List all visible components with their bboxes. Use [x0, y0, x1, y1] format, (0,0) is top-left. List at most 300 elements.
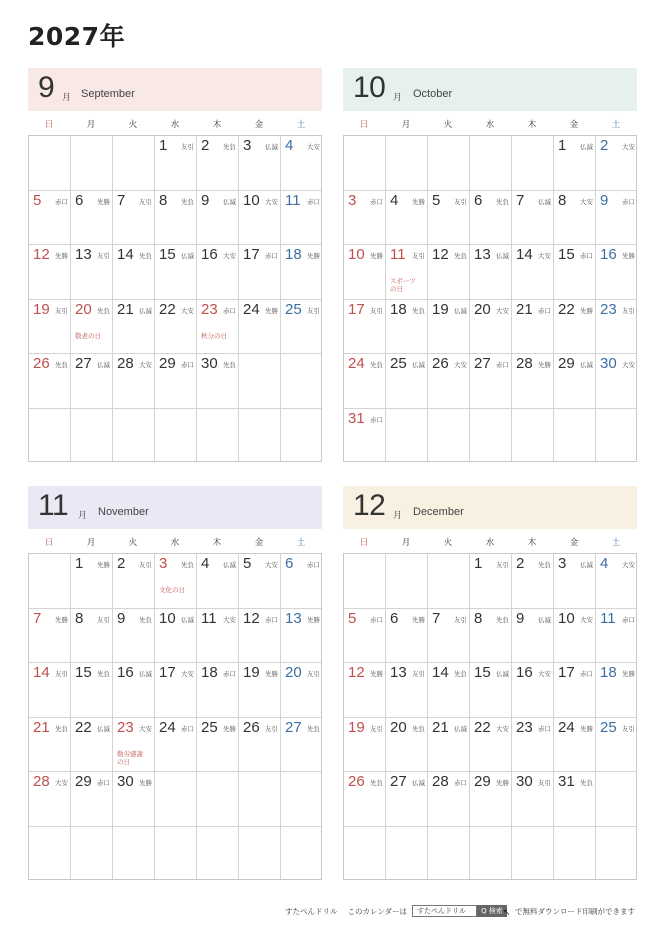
day-cell [428, 609, 470, 664]
day-number: 22 [75, 718, 92, 736]
day-cell [155, 136, 197, 191]
calendar-grid [28, 553, 322, 880]
footer-brand[interactable]: すたぺんドリル [284, 906, 338, 916]
day-cell [71, 718, 113, 773]
day-number: 28 [117, 355, 134, 372]
rokuyo-label: 赤口 [370, 615, 383, 624]
rokuyo-label: 先勝 [412, 615, 425, 624]
rokuyo-label: 友引 [496, 561, 509, 569]
day-cell [596, 554, 638, 609]
day-number: 2 [516, 555, 525, 572]
day-cell [344, 772, 386, 827]
rokuyo-label: 先勝 [55, 252, 68, 260]
day-cell [113, 609, 155, 664]
day-cell [512, 300, 554, 355]
rokuyo-label: 赤口 [307, 561, 320, 569]
rokuyo-label: 先勝 [370, 670, 383, 678]
weekday-header [28, 118, 322, 132]
rokuyo-label: 大安 [622, 143, 635, 151]
day-cell [239, 609, 281, 664]
day-cell [197, 718, 239, 773]
day-cell [554, 718, 596, 773]
day-number: 1 [159, 137, 168, 154]
rokuyo-label: 赤口 [181, 361, 194, 369]
weekday-fri: 金 [254, 120, 264, 130]
day-cell [155, 245, 197, 300]
day-cell [470, 718, 512, 773]
rokuyo-label: 赤口 [496, 361, 509, 369]
day-cell [344, 245, 386, 300]
day-number: 21 [516, 300, 533, 318]
month-december [343, 486, 637, 790]
day-number: 28 [516, 355, 533, 372]
day-number: 20 [75, 300, 92, 318]
day-cell [428, 191, 470, 246]
rokuyo-label: 赤口 [538, 724, 551, 733]
month-header [343, 68, 637, 111]
day-number: 7 [516, 191, 525, 209]
rokuyo-label: 仏滅 [496, 252, 509, 260]
day-number: 25 [390, 355, 407, 372]
rokuyo-label: 先負 [580, 779, 593, 787]
rokuyo-label: 仏滅 [412, 361, 425, 369]
day-number: 29 [474, 773, 491, 790]
day-number: 5 [243, 555, 252, 572]
holiday-label: 勤労感謝 の日 [117, 749, 143, 766]
day-number: 17 [348, 300, 365, 318]
day-number: 12 [243, 609, 260, 627]
day-number: 8 [75, 609, 84, 627]
rokuyo-label: 友引 [622, 724, 635, 733]
rokuyo-label: 仏滅 [181, 252, 194, 260]
rokuyo-label: 友引 [265, 724, 278, 733]
rokuyo-label: 仏滅 [265, 143, 278, 151]
weekday-sun: 日 [44, 120, 54, 130]
day-number: 1 [558, 137, 567, 154]
day-cell [29, 191, 71, 246]
day-cell [281, 136, 323, 191]
rokuyo-label: 赤口 [223, 670, 236, 678]
day-cell [386, 663, 428, 718]
day-number: 20 [285, 664, 302, 681]
footer-text-2: で無料ダウンロード印刷ができます [515, 906, 635, 916]
rokuyo-label: 先勝 [307, 615, 320, 624]
day-cell [239, 300, 281, 355]
rokuyo-label: 先負 [97, 670, 110, 678]
day-number: 26 [432, 355, 449, 372]
rokuyo-label: 先勝 [622, 252, 635, 260]
day-number: 17 [159, 664, 176, 681]
day-number: 22 [159, 300, 176, 318]
day-number: 6 [285, 555, 294, 572]
day-number: 20 [390, 718, 407, 736]
day-cell [71, 663, 113, 718]
rokuyo-label: 先負 [55, 361, 68, 369]
day-number: 8 [159, 191, 168, 209]
footer-text: このカレンダーは [347, 906, 407, 916]
weekday-wed: 水 [485, 538, 495, 548]
rokuyo-label: 友引 [97, 615, 110, 624]
rokuyo-label: 先勝 [223, 724, 236, 733]
day-number: 14 [432, 664, 449, 681]
rokuyo-label: 先勝 [265, 306, 278, 315]
rokuyo-label: 先負 [97, 306, 110, 315]
rokuyo-label: 友引 [139, 561, 152, 569]
rokuyo-label: 先負 [181, 197, 194, 206]
rokuyo-label: 先負 [55, 724, 68, 733]
day-number: 16 [117, 664, 134, 681]
day-number: 15 [75, 664, 92, 681]
rokuyo-label: 先勝 [97, 197, 110, 206]
day-number: 9 [201, 191, 210, 209]
day-cell [113, 663, 155, 718]
rokuyo-label: 先勝 [265, 670, 278, 678]
day-cell [155, 191, 197, 246]
rokuyo-label: 赤口 [223, 306, 236, 315]
weekday-fri: 金 [254, 538, 264, 548]
day-cell [596, 718, 638, 773]
rokuyo-label: 大安 [454, 361, 467, 369]
rokuyo-label: 友引 [622, 306, 635, 315]
day-number: 23 [201, 300, 218, 318]
day-number: 29 [159, 355, 176, 372]
day-number: 24 [243, 300, 260, 318]
weekday-header [343, 536, 637, 550]
rokuyo-label: 大安 [181, 306, 194, 315]
day-cell [470, 663, 512, 718]
rokuyo-label: 大安 [622, 561, 635, 569]
day-number: 28 [33, 773, 50, 790]
rokuyo-label: 先負 [139, 615, 152, 624]
rokuyo-label: 先勝 [412, 197, 425, 206]
day-number: 25 [600, 718, 617, 736]
day-number: 3 [159, 555, 168, 572]
day-cell [428, 245, 470, 300]
rokuyo-label: 大安 [307, 143, 320, 151]
day-cell [71, 245, 113, 300]
day-number: 24 [558, 718, 575, 736]
rokuyo-label: 先負 [454, 252, 467, 260]
day-cell [71, 554, 113, 609]
rokuyo-label: 仏滅 [139, 306, 152, 315]
weekday-header [28, 536, 322, 550]
rokuyo-label: 赤口 [370, 415, 383, 424]
month-header [343, 486, 637, 529]
day-cell [29, 718, 71, 773]
rokuyo-label: 友引 [412, 252, 425, 260]
weekday-sun: 日 [359, 538, 369, 548]
day-number: 29 [558, 355, 575, 372]
day-cell [113, 772, 155, 827]
day-cell [512, 718, 554, 773]
day-cell [113, 191, 155, 246]
day-number: 16 [600, 246, 617, 263]
rokuyo-label: 先勝 [538, 361, 551, 369]
day-cell [512, 245, 554, 300]
weekday-thu: 木 [212, 120, 222, 130]
day-cell [554, 354, 596, 409]
rokuyo-label: 赤口 [454, 779, 467, 787]
rokuyo-label: 大安 [265, 197, 278, 206]
rokuyo-label: 先負 [496, 197, 509, 206]
day-number: 28 [432, 773, 449, 790]
month-english-name: September [81, 88, 135, 100]
day-number: 16 [516, 664, 533, 681]
day-cell [470, 191, 512, 246]
day-cell [386, 354, 428, 409]
day-cell [239, 191, 281, 246]
rokuyo-label: 大安 [538, 252, 551, 260]
weekday-sat: 土 [296, 538, 306, 548]
day-cell [197, 354, 239, 409]
day-cell [281, 300, 323, 355]
day-cell [113, 718, 155, 773]
day-number: 24 [159, 718, 176, 736]
rokuyo-label: 赤口 [622, 197, 635, 206]
day-cell [428, 663, 470, 718]
weekday-wed: 水 [485, 120, 495, 130]
day-cell [596, 609, 638, 664]
calendar-grid [343, 135, 637, 462]
weekday-sun: 日 [359, 120, 369, 130]
day-cell [596, 300, 638, 355]
rokuyo-label: 友引 [55, 306, 68, 315]
day-cell [428, 772, 470, 827]
rokuyo-label: 赤口 [580, 252, 593, 260]
day-number: 7 [432, 609, 441, 627]
day-number: 25 [201, 718, 218, 736]
day-number: 15 [558, 246, 575, 263]
day-number: 14 [33, 664, 50, 681]
day-cell [239, 245, 281, 300]
day-cell [554, 191, 596, 246]
day-cell [428, 300, 470, 355]
day-number: 7 [33, 609, 42, 627]
day-number: 8 [474, 609, 483, 627]
day-cell [239, 718, 281, 773]
rokuyo-label: 先負 [412, 724, 425, 733]
rokuyo-label: 仏滅 [223, 561, 236, 569]
rokuyo-label: 大安 [55, 779, 68, 787]
rokuyo-label: 先勝 [622, 670, 635, 678]
search-input[interactable]: すたぺんドリル [412, 905, 477, 917]
weekday-tue: 火 [128, 538, 138, 548]
rokuyo-label: 赤口 [265, 615, 278, 624]
rokuyo-label: 赤口 [97, 779, 110, 787]
day-number: 2 [117, 555, 126, 572]
month-number: 12 [353, 489, 386, 522]
rokuyo-label: 先負 [496, 615, 509, 624]
rokuyo-label: 仏滅 [580, 143, 593, 151]
day-cell [344, 718, 386, 773]
day-cell [512, 609, 554, 664]
rokuyo-label: 大安 [496, 306, 509, 315]
day-number: 2 [201, 137, 210, 154]
cursor-icon: ↖ [503, 908, 511, 918]
day-number: 27 [75, 355, 92, 372]
weekday-header [343, 118, 637, 132]
rokuyo-label: 友引 [181, 143, 194, 151]
month-header [28, 486, 322, 529]
day-number: 25 [285, 300, 302, 318]
rokuyo-label: 友引 [370, 724, 383, 733]
rokuyo-label: 大安 [580, 615, 593, 624]
day-number: 10 [159, 609, 176, 627]
day-cell [386, 300, 428, 355]
day-cell [554, 245, 596, 300]
day-number: 2 [600, 137, 609, 154]
rokuyo-label: 大安 [265, 561, 278, 569]
rokuyo-label: 先負 [139, 252, 152, 260]
day-number: 6 [390, 609, 399, 627]
day-cell [596, 663, 638, 718]
weekday-sat: 土 [611, 120, 621, 130]
weekday-sat: 土 [611, 538, 621, 548]
day-cell [197, 191, 239, 246]
day-number: 4 [390, 191, 399, 209]
rokuyo-label: 先負 [223, 361, 236, 369]
day-number: 26 [33, 355, 50, 372]
weekday-sun: 日 [44, 538, 54, 548]
day-number: 22 [558, 300, 575, 318]
rokuyo-label: 先負 [454, 670, 467, 678]
day-cell [239, 663, 281, 718]
day-number: 30 [117, 773, 134, 790]
day-cell [71, 191, 113, 246]
day-cell [512, 354, 554, 409]
day-cell [29, 245, 71, 300]
day-number: 31 [348, 409, 365, 427]
day-cell [596, 136, 638, 191]
weekday-wed: 水 [170, 120, 180, 130]
day-number: 14 [516, 246, 533, 263]
day-cell [386, 245, 428, 300]
day-number: 19 [348, 718, 365, 736]
day-number: 13 [390, 664, 407, 681]
day-cell [71, 609, 113, 664]
rokuyo-label: 仏滅 [496, 670, 509, 678]
day-number: 23 [600, 300, 617, 318]
rokuyo-label: 先勝 [97, 561, 110, 569]
rokuyo-label: 仏滅 [454, 306, 467, 315]
weekday-tue: 火 [128, 120, 138, 130]
holiday-label: 文化の日 [159, 586, 185, 594]
holiday-label: 秋分の日 [201, 331, 227, 340]
weekday-wed: 水 [170, 538, 180, 548]
day-number: 20 [474, 300, 491, 318]
day-number: 30 [201, 355, 218, 372]
day-cell [386, 718, 428, 773]
weekday-mon: 月 [401, 538, 411, 548]
day-number: 12 [348, 664, 365, 681]
day-number: 3 [348, 191, 357, 209]
day-cell [344, 663, 386, 718]
day-number: 11 [390, 246, 406, 263]
day-cell [596, 191, 638, 246]
day-number: 4 [285, 137, 294, 154]
day-number: 1 [75, 555, 84, 572]
day-number: 15 [159, 246, 176, 263]
rokuyo-label: 仏滅 [580, 561, 593, 569]
rokuyo-label: 仏滅 [538, 615, 551, 624]
rokuyo-label: 先勝 [55, 615, 68, 624]
rokuyo-label: 仏滅 [97, 724, 110, 733]
rokuyo-label: 友引 [454, 615, 467, 624]
month-suffix: 月 [78, 511, 88, 521]
rokuyo-label: 友引 [538, 779, 551, 787]
weekday-thu: 木 [212, 538, 222, 548]
day-number: 11 [600, 609, 616, 627]
day-cell [470, 354, 512, 409]
weekday-thu: 木 [527, 538, 537, 548]
day-cell [281, 245, 323, 300]
day-cell [155, 663, 197, 718]
rokuyo-label: 赤口 [580, 670, 593, 678]
day-cell [113, 300, 155, 355]
day-cell [113, 245, 155, 300]
day-cell [344, 300, 386, 355]
day-cell [512, 772, 554, 827]
month-english-name: October [413, 88, 453, 100]
day-cell [344, 409, 386, 464]
day-cell [470, 772, 512, 827]
day-number: 27 [285, 718, 302, 736]
day-cell [29, 354, 71, 409]
day-number: 30 [600, 355, 617, 372]
day-number: 4 [600, 555, 609, 572]
search-button[interactable]: Q 検索 [477, 905, 507, 917]
day-cell [554, 554, 596, 609]
day-cell [512, 191, 554, 246]
day-cell [197, 554, 239, 609]
month-october [343, 68, 637, 427]
rokuyo-label: 先負 [370, 361, 383, 369]
day-cell [470, 554, 512, 609]
day-number: 19 [243, 664, 260, 681]
day-cell [596, 354, 638, 409]
day-number: 11 [285, 191, 301, 209]
rokuyo-label: 友引 [139, 197, 152, 206]
day-cell [281, 191, 323, 246]
day-number: 19 [33, 300, 50, 318]
month-number: 11 [38, 489, 69, 522]
rokuyo-label: 大安 [496, 724, 509, 733]
rokuyo-label: 赤口 [181, 724, 194, 733]
month-number: 10 [353, 71, 386, 104]
day-number: 4 [201, 555, 210, 572]
day-number: 5 [348, 609, 357, 627]
weekday-fri: 金 [569, 120, 579, 130]
day-number: 9 [600, 191, 609, 209]
footer [285, 904, 635, 918]
day-number: 3 [243, 137, 252, 154]
day-cell [344, 191, 386, 246]
day-cell [386, 191, 428, 246]
rokuyo-label: 大安 [223, 252, 236, 260]
day-cell [113, 554, 155, 609]
day-cell [512, 663, 554, 718]
rokuyo-label: 友引 [307, 306, 320, 315]
day-number: 31 [558, 773, 575, 790]
day-number: 23 [117, 718, 134, 736]
day-number: 10 [348, 246, 365, 263]
day-cell [554, 772, 596, 827]
weekday-mon: 月 [86, 538, 96, 548]
rokuyo-label: 赤口 [265, 252, 278, 260]
day-cell [428, 354, 470, 409]
month-header [28, 68, 322, 111]
rokuyo-label: 仏滅 [454, 724, 467, 733]
